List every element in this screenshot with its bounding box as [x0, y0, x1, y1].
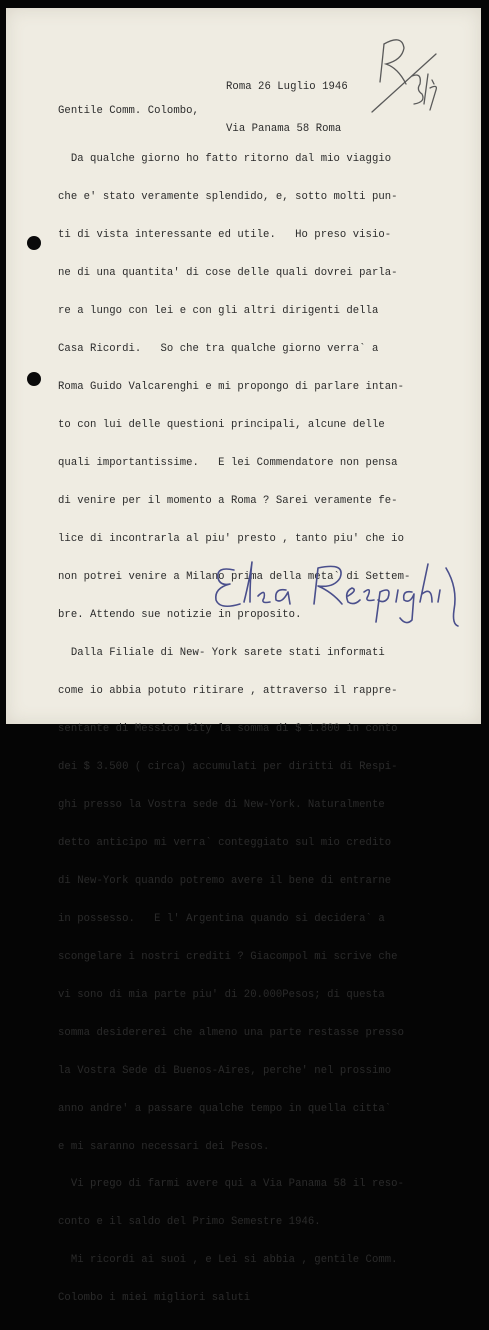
body-line: non potrei venire a Milano prima della meta` di Settem-	[58, 570, 411, 583]
body-line: re a lungo con lei e con gli altri dirigenti della	[58, 305, 379, 318]
body-line: e mi saranno necessari dei Pesos.	[58, 1140, 270, 1153]
pencil-annotation	[362, 24, 442, 134]
body-line: Da qualche giorno ho fatto ritorno dal mio viaggio	[58, 153, 392, 166]
body-line: Casa Ricordi. So che tra qualche giorno verra` a	[58, 343, 379, 356]
body-line: vi sono di mia parte piu' di 20.000Pesos; di questa	[58, 988, 385, 1001]
body-line: sentante di Messico City la somma di $ 1.800 in conto	[58, 722, 398, 735]
body-line: to con lui delle questioni principali, alcune delle	[58, 419, 385, 432]
body-line: la Vostra Sede di Buenos-Aires, perche' nel prossimo	[58, 1064, 392, 1077]
body-line: Colombo i miei migliori saluti	[58, 1292, 251, 1305]
body-line: di New-York quando potremo avere il bene di entrarne	[58, 874, 392, 887]
body-line: scongelare i nostri crediti ? Giacompol mi scrive che	[58, 950, 398, 963]
body-line: ti di vista interessante ed utile. Ho preso visio-	[58, 229, 392, 242]
date-line: Roma 26 Luglio 1946	[226, 81, 348, 93]
greeting: Gentile Comm. Colombo,	[58, 105, 199, 117]
body-line: bre. Attendo sue notizie in proposito.	[58, 608, 302, 621]
body-line: somma desidererei che almeno una parte restasse presso	[58, 1026, 404, 1039]
body-line: ne di una quantita' di cose delle quali dovrei parla-	[58, 267, 398, 280]
body-line: in possesso. E l' Argentina quando si decidera` a	[58, 912, 385, 925]
body-line: di venire per il momento a Roma ? Sarei veramente fe-	[58, 495, 398, 508]
body-line: conto e il saldo del Primo Semestre 1946.	[58, 1216, 321, 1229]
body-line: Mi ricordi ai suoi , e Lei si abbia , gentile Comm.	[58, 1254, 398, 1267]
body-line: ghi presso la Vostra sede di New-York. Naturalmente	[58, 798, 385, 811]
body-line: Vi prego di farmi avere qui a Via Panama 58 il reso-	[58, 1178, 404, 1191]
address-line: Via Panama 58 Roma	[226, 123, 342, 135]
punch-hole-top	[27, 236, 41, 250]
body-line: lice di incontrarla al piu' presto , tanto piu' che io	[58, 533, 404, 545]
body-line: come io abbia potuto ritirare , attraverso il rappre-	[58, 684, 398, 697]
body-line: anno andre' a passare qualche tempo in quella citta`	[58, 1102, 392, 1115]
signature	[206, 548, 476, 628]
body-line: che e' stato veramente splendido, e, sotto molti pun-	[58, 191, 398, 204]
letter-page	[6, 8, 481, 1305]
body-line: quali importantissime. E lei Commendatore non pensa	[58, 457, 398, 470]
body-line: Roma Guido Valcarenghi e mi propongo di parlare intan-	[58, 381, 404, 394]
letter-body	[58, 128, 478, 1330]
body-line: dei $ 3.500 ( circa) accumulati per diritti di Respi-	[58, 760, 398, 773]
body-line: detto anticipo mi verra` conteggiato sul mio credito	[58, 836, 392, 849]
body-line: Dalla Filiale di New- York sarete stati informati	[58, 646, 385, 659]
punch-hole-bottom	[27, 372, 41, 386]
